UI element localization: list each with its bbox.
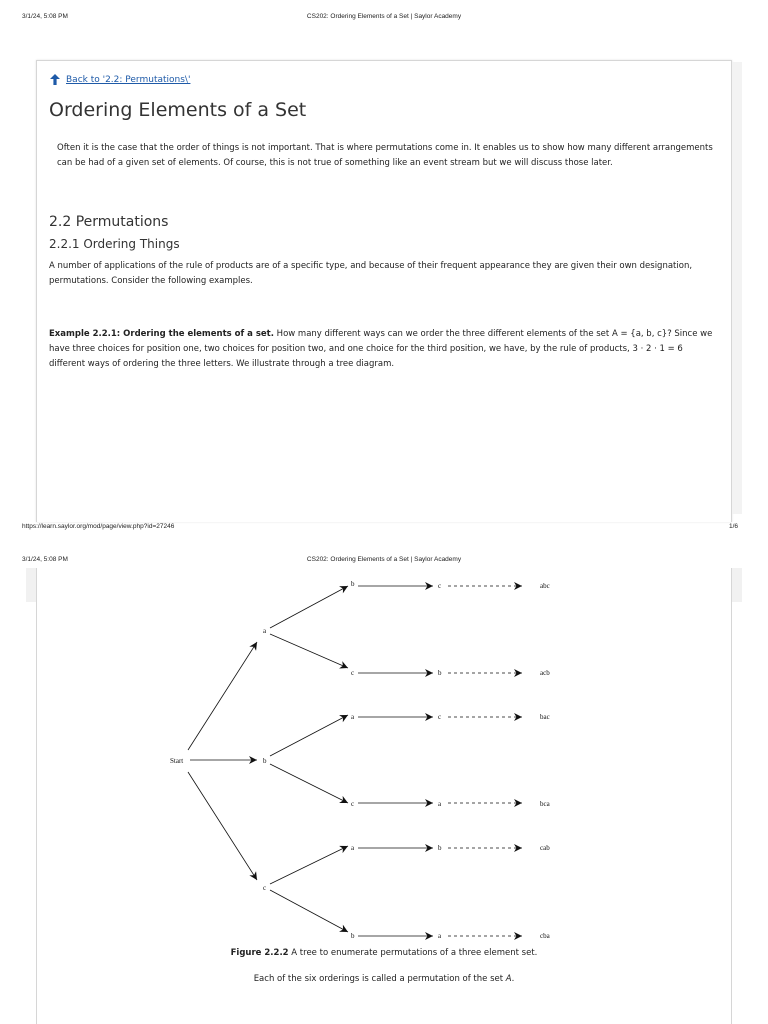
- permutation-result: bac: [540, 713, 550, 721]
- print-datetime: 3/1/24, 5:08 PM: [22, 13, 68, 20]
- set-variable: A: [505, 974, 512, 984]
- section-heading: 2.2 Permutations: [49, 214, 169, 230]
- figure-caption: [0, 948, 768, 958]
- back-link-label: Back to '2.2: Permutations\': [66, 74, 191, 85]
- permutation-result: cba: [540, 932, 550, 940]
- post-figure-period: .: [511, 974, 515, 984]
- post-figure-text: Each of the six orderings is called a permutation of the set: [253, 974, 506, 984]
- tree-node-level2: a: [351, 844, 355, 852]
- example-label: Example 2.2.1: Ordering the elements of a set.: [49, 329, 274, 339]
- tree-node-level2: b: [351, 932, 355, 940]
- scrollbar-track[interactable]: [732, 62, 742, 514]
- tree-node-level1: a: [263, 627, 267, 635]
- print-datetime: 3/1/24, 5:08 PM: [22, 556, 68, 563]
- arrow-up-icon: [50, 74, 60, 85]
- scrollbar-track: [26, 568, 36, 602]
- print-url: https://learn.saylor.org/mod/page/view.php?id=27246: [22, 523, 175, 530]
- print-page-number: 1/6: [728, 523, 738, 530]
- tree-node-level3: a: [438, 800, 442, 808]
- tree-node-level2: a: [351, 713, 355, 721]
- permutation-result: cab: [540, 844, 550, 852]
- post-figure-paragraph: [0, 974, 768, 984]
- subsection-heading: 2.2.1 Ordering Things: [49, 237, 180, 251]
- figure-caption-label: Figure 2.2.2: [230, 948, 289, 958]
- tree-edge: [188, 772, 257, 880]
- tree-node-level3: c: [438, 582, 442, 590]
- tree-edge: [188, 642, 257, 750]
- permutation-result: bca: [540, 800, 550, 808]
- permutation-result: acb: [540, 669, 550, 677]
- tree-node-level2: c: [351, 800, 355, 808]
- tree-node-level3: b: [438, 669, 442, 677]
- tree-edge: [270, 846, 348, 884]
- tree-node-level3: c: [438, 713, 442, 721]
- back-link[interactable]: [50, 74, 190, 85]
- example-text: How many different ways can we order the three different elements of the set A = {a, b, c}? Since we have three choices for position one, two choices for position two, and one choice for the third position, we have, by the rule of products, 3 · 2 · 1 = 6 different ways of ordering the three letters. We illustrate through a tree diagram.: [49, 329, 713, 369]
- intro-paragraph: Often it is the case that the order of things is not important. That is where permutations come in. It enables us to show how many different arrangements can be had of a given set of elements. Of course, this is not true of something like an event stream but we will discuss those later.: [57, 143, 713, 168]
- tree-node-level1: c: [263, 884, 267, 892]
- tree-node-level3: a: [438, 932, 442, 940]
- tree-edge: [270, 764, 348, 803]
- body-paragraph: A number of applications of the rule of products are of a specific type, and because of their frequent appearance they are given their own designation, permutations. Consider the following examples.: [49, 261, 693, 286]
- tree-start-label: Start: [170, 757, 184, 765]
- example-paragraph: [49, 327, 721, 372]
- figure-caption-text: A tree to enumerate permutations of a three element set.: [288, 948, 538, 958]
- tree-edge: [270, 586, 348, 628]
- tree-edge: [270, 634, 348, 668]
- tree-node-level2: c: [351, 669, 355, 677]
- scrollbar-track: [732, 568, 742, 602]
- page-title: Ordering Elements of a Set: [49, 99, 307, 121]
- tree-node-level1: b: [263, 757, 267, 765]
- permutation-result: abc: [540, 582, 550, 590]
- tree-edge: [270, 890, 348, 932]
- print-doc-title: CS202: Ordering Elements of a Set | Saylor Academy: [306, 13, 462, 20]
- content-card: [36, 60, 732, 522]
- print-doc-title: CS202: Ordering Elements of a Set | Saylor Academy: [306, 556, 462, 563]
- tree-node-level2: b: [351, 580, 355, 588]
- tree-node-level3: b: [438, 844, 442, 852]
- permutation-tree-diagram: [150, 570, 570, 945]
- tree-edge: [270, 715, 348, 756]
